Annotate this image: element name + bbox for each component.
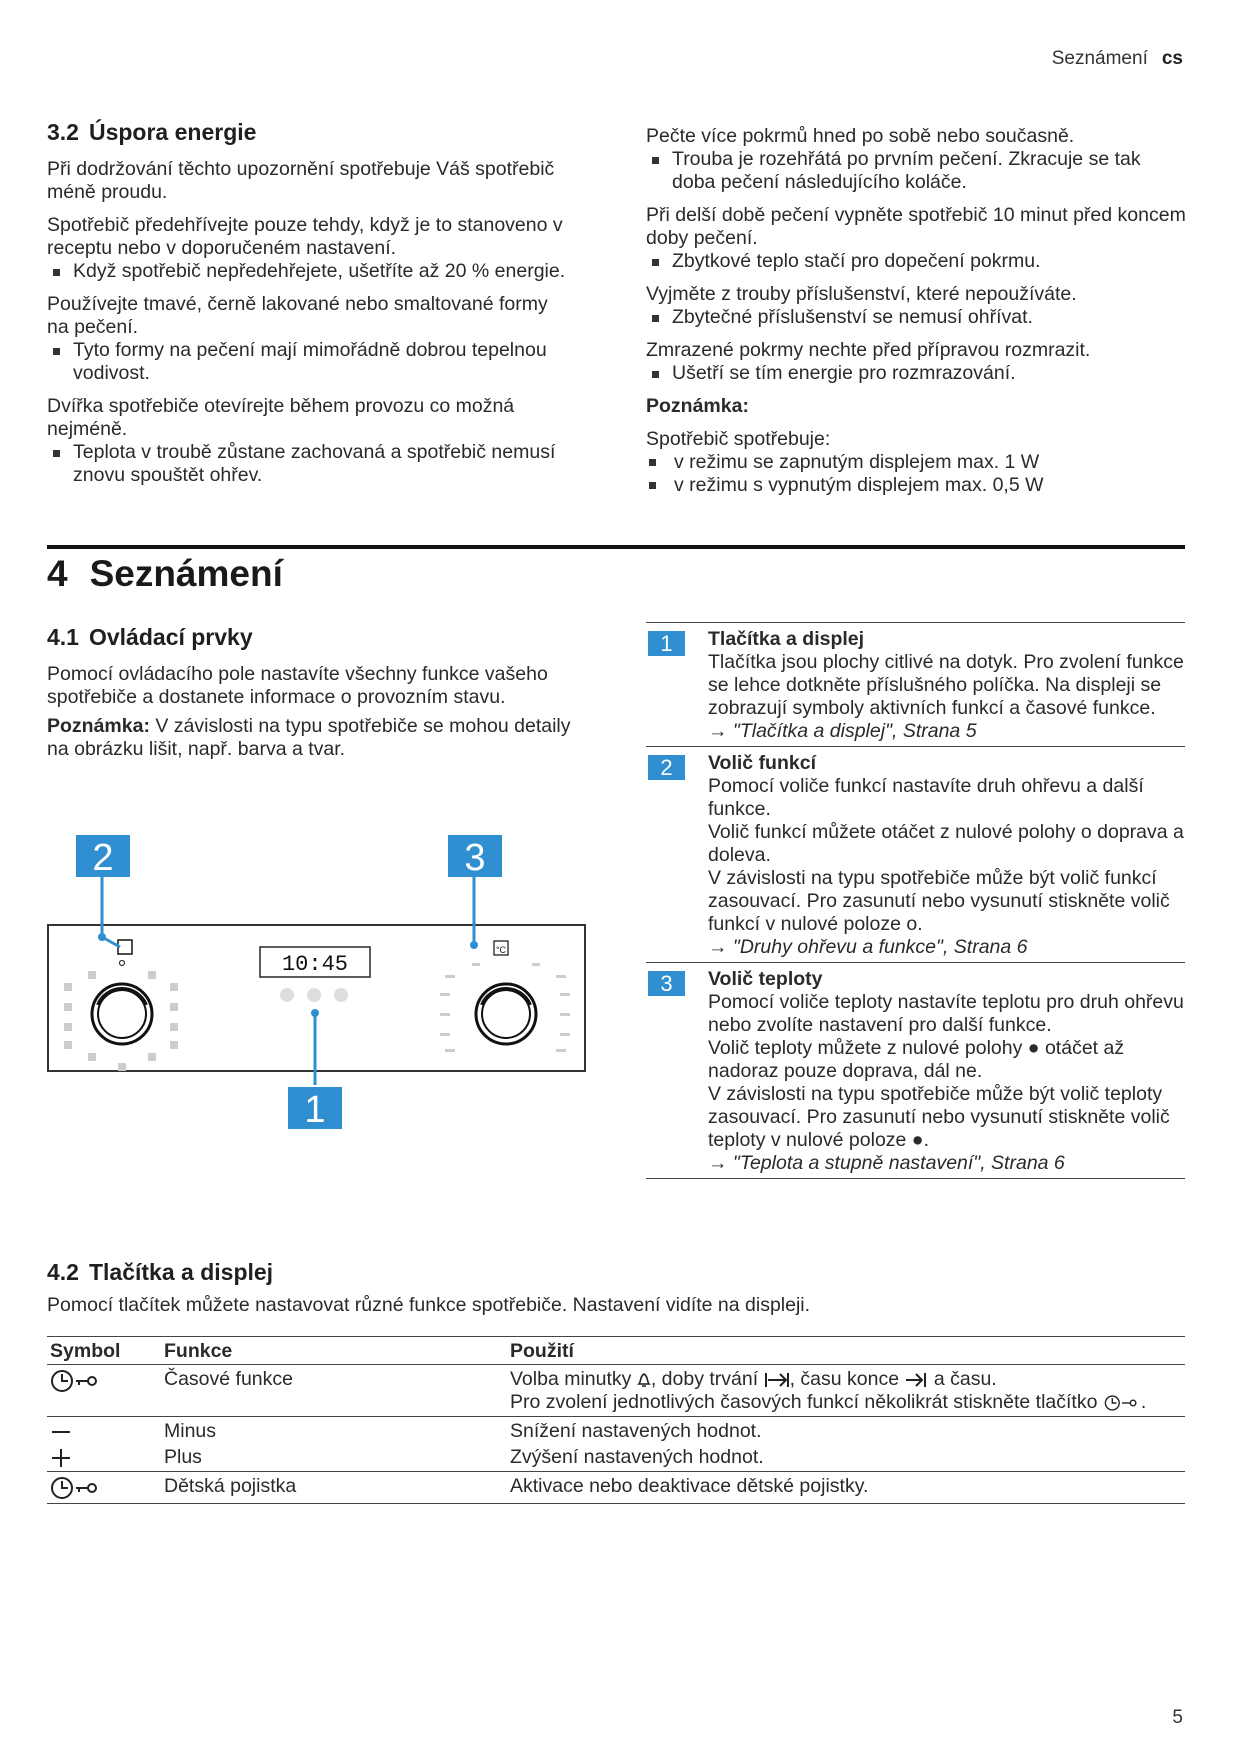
usage-text: Pro zvolení jednotlivých časových funkcí několikrát stiskněte tlačítko bbox=[510, 1391, 1103, 1413]
duration-icon bbox=[764, 1371, 790, 1389]
bullet-item: Trouba je rozehřátá po prvním pečení. Zkracuje se tak doba pečení následujícího koláče. bbox=[646, 148, 1186, 194]
callout-text: Tlačítka jsou plochy citlivé na dotyk. Pro zvolení funkce se lehce dotkněte příslušného políčka. Na displeji se zobrazují symboly aktivních funkcí a časové funkce. bbox=[708, 651, 1184, 719]
section-number: 3.2 bbox=[47, 119, 79, 145]
callout-item bbox=[646, 746, 1185, 962]
note-text: V závislosti na typu spotřebiče se mohou detaily na obrázku lišit, např. barva a tvar. bbox=[47, 715, 571, 760]
touch-button[interactable] bbox=[334, 988, 348, 1002]
table-row bbox=[47, 1417, 1185, 1444]
figure-label-text: 1 bbox=[304, 1089, 326, 1131]
chapter-heading bbox=[47, 553, 283, 595]
header-language: cs bbox=[1161, 48, 1183, 69]
paragraph: Vyjměte z trouby příslušenství, které nepoužíváte. bbox=[646, 283, 1077, 305]
clock-key-icon bbox=[50, 1475, 102, 1501]
callout-text: Volič funkcí můžete otáčet z nulové polohy o doprava a doleva. bbox=[708, 821, 1184, 866]
function-cell: Minus bbox=[164, 1420, 217, 1442]
chapter-number: 4 bbox=[47, 553, 68, 594]
callout-item bbox=[646, 622, 1185, 746]
touch-button[interactable] bbox=[280, 988, 294, 1002]
symbol-cell bbox=[47, 1365, 161, 1417]
figure-label-text: 2 bbox=[92, 837, 114, 879]
callout-text: Pomocí voliče funkcí nastavíte druh ohřevu a další funkce. bbox=[708, 775, 1144, 820]
plus-icon bbox=[50, 1447, 72, 1469]
function-cell: Dětská pojistka bbox=[161, 1472, 507, 1504]
callout-title: Volič teploty bbox=[708, 968, 823, 990]
callout-list bbox=[646, 622, 1185, 1179]
bullet-item: v režimu s vypnutým displejem max. 0,5 W bbox=[646, 474, 1186, 497]
bullet-item: Teplota v troubě zůstane zachovaná a spotřebič nemusí znovu spouštět ohřev. bbox=[47, 441, 572, 487]
paragraph: Pečte více pokrmů hned po sobě nebo současně. bbox=[646, 125, 1075, 147]
usage-text: , doby trvání bbox=[650, 1368, 764, 1390]
column-header: Symbol bbox=[47, 1337, 161, 1365]
usage-text: , času konce bbox=[789, 1368, 905, 1390]
table-row bbox=[47, 1443, 1185, 1472]
usage-text: Volba minutky bbox=[510, 1368, 637, 1390]
symbol-cell bbox=[47, 1472, 161, 1504]
symbol-cell bbox=[47, 1443, 161, 1472]
bullet-item: Zbytkové teplo stačí pro dopečení pokrmu. bbox=[646, 250, 1186, 273]
usage-cell: Aktivace nebo deaktivace dětské pojistky. bbox=[507, 1472, 1185, 1504]
paragraph: Spotřebič předehřívejte pouze tehdy, když je to stanoveno v receptu nebo v doporučeném nastavení. bbox=[47, 214, 563, 259]
bullet-item: v režimu se zapnutým displejem max. 1 W bbox=[646, 451, 1186, 474]
usage-cell: Zvýšení nastavených hodnot. bbox=[507, 1443, 1185, 1472]
bullet-item: Ušetří se tím energie pro rozmrazování. bbox=[646, 362, 1186, 385]
section-4-2 bbox=[47, 1258, 1185, 1327]
usage-text: a času. bbox=[928, 1368, 997, 1390]
note-text: Spotřebič spotřebuje: bbox=[646, 428, 831, 450]
paragraph: Při dodržování těchto upozornění spotřebuje Váš spotřebič méně proudu. bbox=[47, 158, 555, 203]
paragraph: Při delší době pečení vypněte spotřebič 10 minut před koncem doby pečení. bbox=[646, 204, 1186, 249]
usage-cell: Snížení nastavených hodnot. bbox=[510, 1420, 762, 1442]
table-row bbox=[47, 1365, 1185, 1417]
usage-cell bbox=[507, 1365, 1185, 1417]
callout-text: V závislosti na typu spotřebiče může být volič teploty zasouvací. Pro zasunutí nebo vysunutí stiskněte volič teploty v nulové poloze ●. bbox=[708, 1083, 1170, 1151]
svg-text:°C: °C bbox=[495, 945, 507, 955]
function-cell: Plus bbox=[161, 1443, 507, 1472]
callout-badge: 2 bbox=[648, 755, 685, 780]
minus-icon bbox=[50, 1421, 72, 1443]
running-header bbox=[1052, 48, 1183, 70]
callout-badge: 1 bbox=[648, 631, 685, 656]
section-4-2-heading bbox=[47, 1258, 1185, 1286]
end-time-icon bbox=[904, 1371, 928, 1389]
section-3-2-heading bbox=[47, 118, 572, 146]
paragraph: Zmrazené pokrmy nechte před přípravou rozmrazit. bbox=[646, 339, 1091, 361]
column-header: Použití bbox=[507, 1337, 1185, 1365]
section-number: 4.2 bbox=[47, 1259, 79, 1285]
symbol-table bbox=[47, 1336, 1185, 1504]
clock-key-icon bbox=[50, 1368, 102, 1394]
chapter-divider bbox=[47, 545, 1185, 549]
section-4-1 bbox=[47, 623, 587, 771]
callout-text: Pomocí voliče teploty nastavíte teplotu pro druh ohřevu nebo zvolíte nastavení pro další funkce. bbox=[708, 991, 1184, 1036]
note-label: Poznámka: bbox=[47, 715, 150, 737]
callout-item bbox=[646, 962, 1185, 1179]
section-4-1-heading bbox=[47, 623, 587, 651]
figure-label-text: 3 bbox=[464, 837, 486, 879]
callout-reference[interactable]: → "Tlačítka a displej", Strana 5 bbox=[708, 720, 977, 742]
chapter-title: Seznámení bbox=[89, 553, 283, 594]
callout-title: Volič funkcí bbox=[708, 752, 816, 774]
callout-reference[interactable]: → "Teplota a stupně nastavení", Strana 6 bbox=[708, 1152, 1065, 1174]
clock-key-icon bbox=[1103, 1394, 1141, 1412]
section-title: Úspora energie bbox=[88, 119, 257, 145]
note-title: Poznámka: bbox=[646, 395, 749, 417]
paragraph: Pomocí tlačítek můžete nastavovat různé funkce spotřebiče. Nastavení vidíte na displeji. bbox=[47, 1294, 811, 1316]
function-cell: Časové funkce bbox=[161, 1365, 507, 1417]
symbol-cell bbox=[47, 1417, 161, 1444]
table-header-row bbox=[47, 1337, 1185, 1365]
bell-icon bbox=[637, 1371, 651, 1389]
paragraph: Dvířka spotřebiče otevírejte během provozu co možná nejméně. bbox=[47, 395, 515, 440]
bullet-item: Zbytečné příslušenství se nemusí ohřívat. bbox=[646, 306, 1186, 329]
control-panel-figure bbox=[40, 835, 600, 1165]
callout-badge: 3 bbox=[648, 971, 685, 996]
section-3-2-right bbox=[646, 125, 1186, 497]
bullet-item: Tyto formy na pečení mají mimořádně dobrou tepelnou vodivost. bbox=[47, 339, 572, 385]
section-3-2-left bbox=[47, 118, 572, 497]
callout-text: Volič teploty můžete z nulové polohy ● otáčet až nadoraz pouze doprava, dál ne. bbox=[708, 1037, 1125, 1082]
table-row bbox=[47, 1472, 1185, 1504]
note bbox=[47, 715, 587, 761]
callout-title: Tlačítka a displej bbox=[708, 628, 865, 650]
paragraph: Pomocí ovládacího pole nastavíte všechny funkce vašeho spotřebiče a dostanete informace o provozním stavu. bbox=[47, 663, 548, 708]
column-header: Funkce bbox=[161, 1337, 507, 1365]
bullet-item: Když spotřebič nepředehřejete, ušetříte až 20 % energie. bbox=[47, 260, 572, 283]
header-section: Seznámení bbox=[1051, 48, 1148, 69]
page-number: 5 bbox=[1172, 1707, 1183, 1728]
section-title: Tlačítka a displej bbox=[88, 1259, 274, 1285]
section-title: Ovládací prvky bbox=[88, 624, 253, 650]
callout-reference[interactable]: → "Druhy ohřevu a funkce", Strana 6 bbox=[708, 936, 1028, 958]
section-number: 4.1 bbox=[47, 624, 79, 650]
paragraph: Používejte tmavé, černě lakované nebo smaltované formy na pečení. bbox=[47, 293, 548, 338]
callout-text: V závislosti na typu spotřebiče může být volič funkcí zasouvací. Pro zasunutí nebo vysunutí stiskněte volič funkcí v nulové poloze o. bbox=[708, 867, 1170, 935]
display-time: 10:45 bbox=[281, 952, 349, 977]
touch-button[interactable] bbox=[307, 988, 321, 1002]
usage-text: . bbox=[1140, 1391, 1147, 1413]
